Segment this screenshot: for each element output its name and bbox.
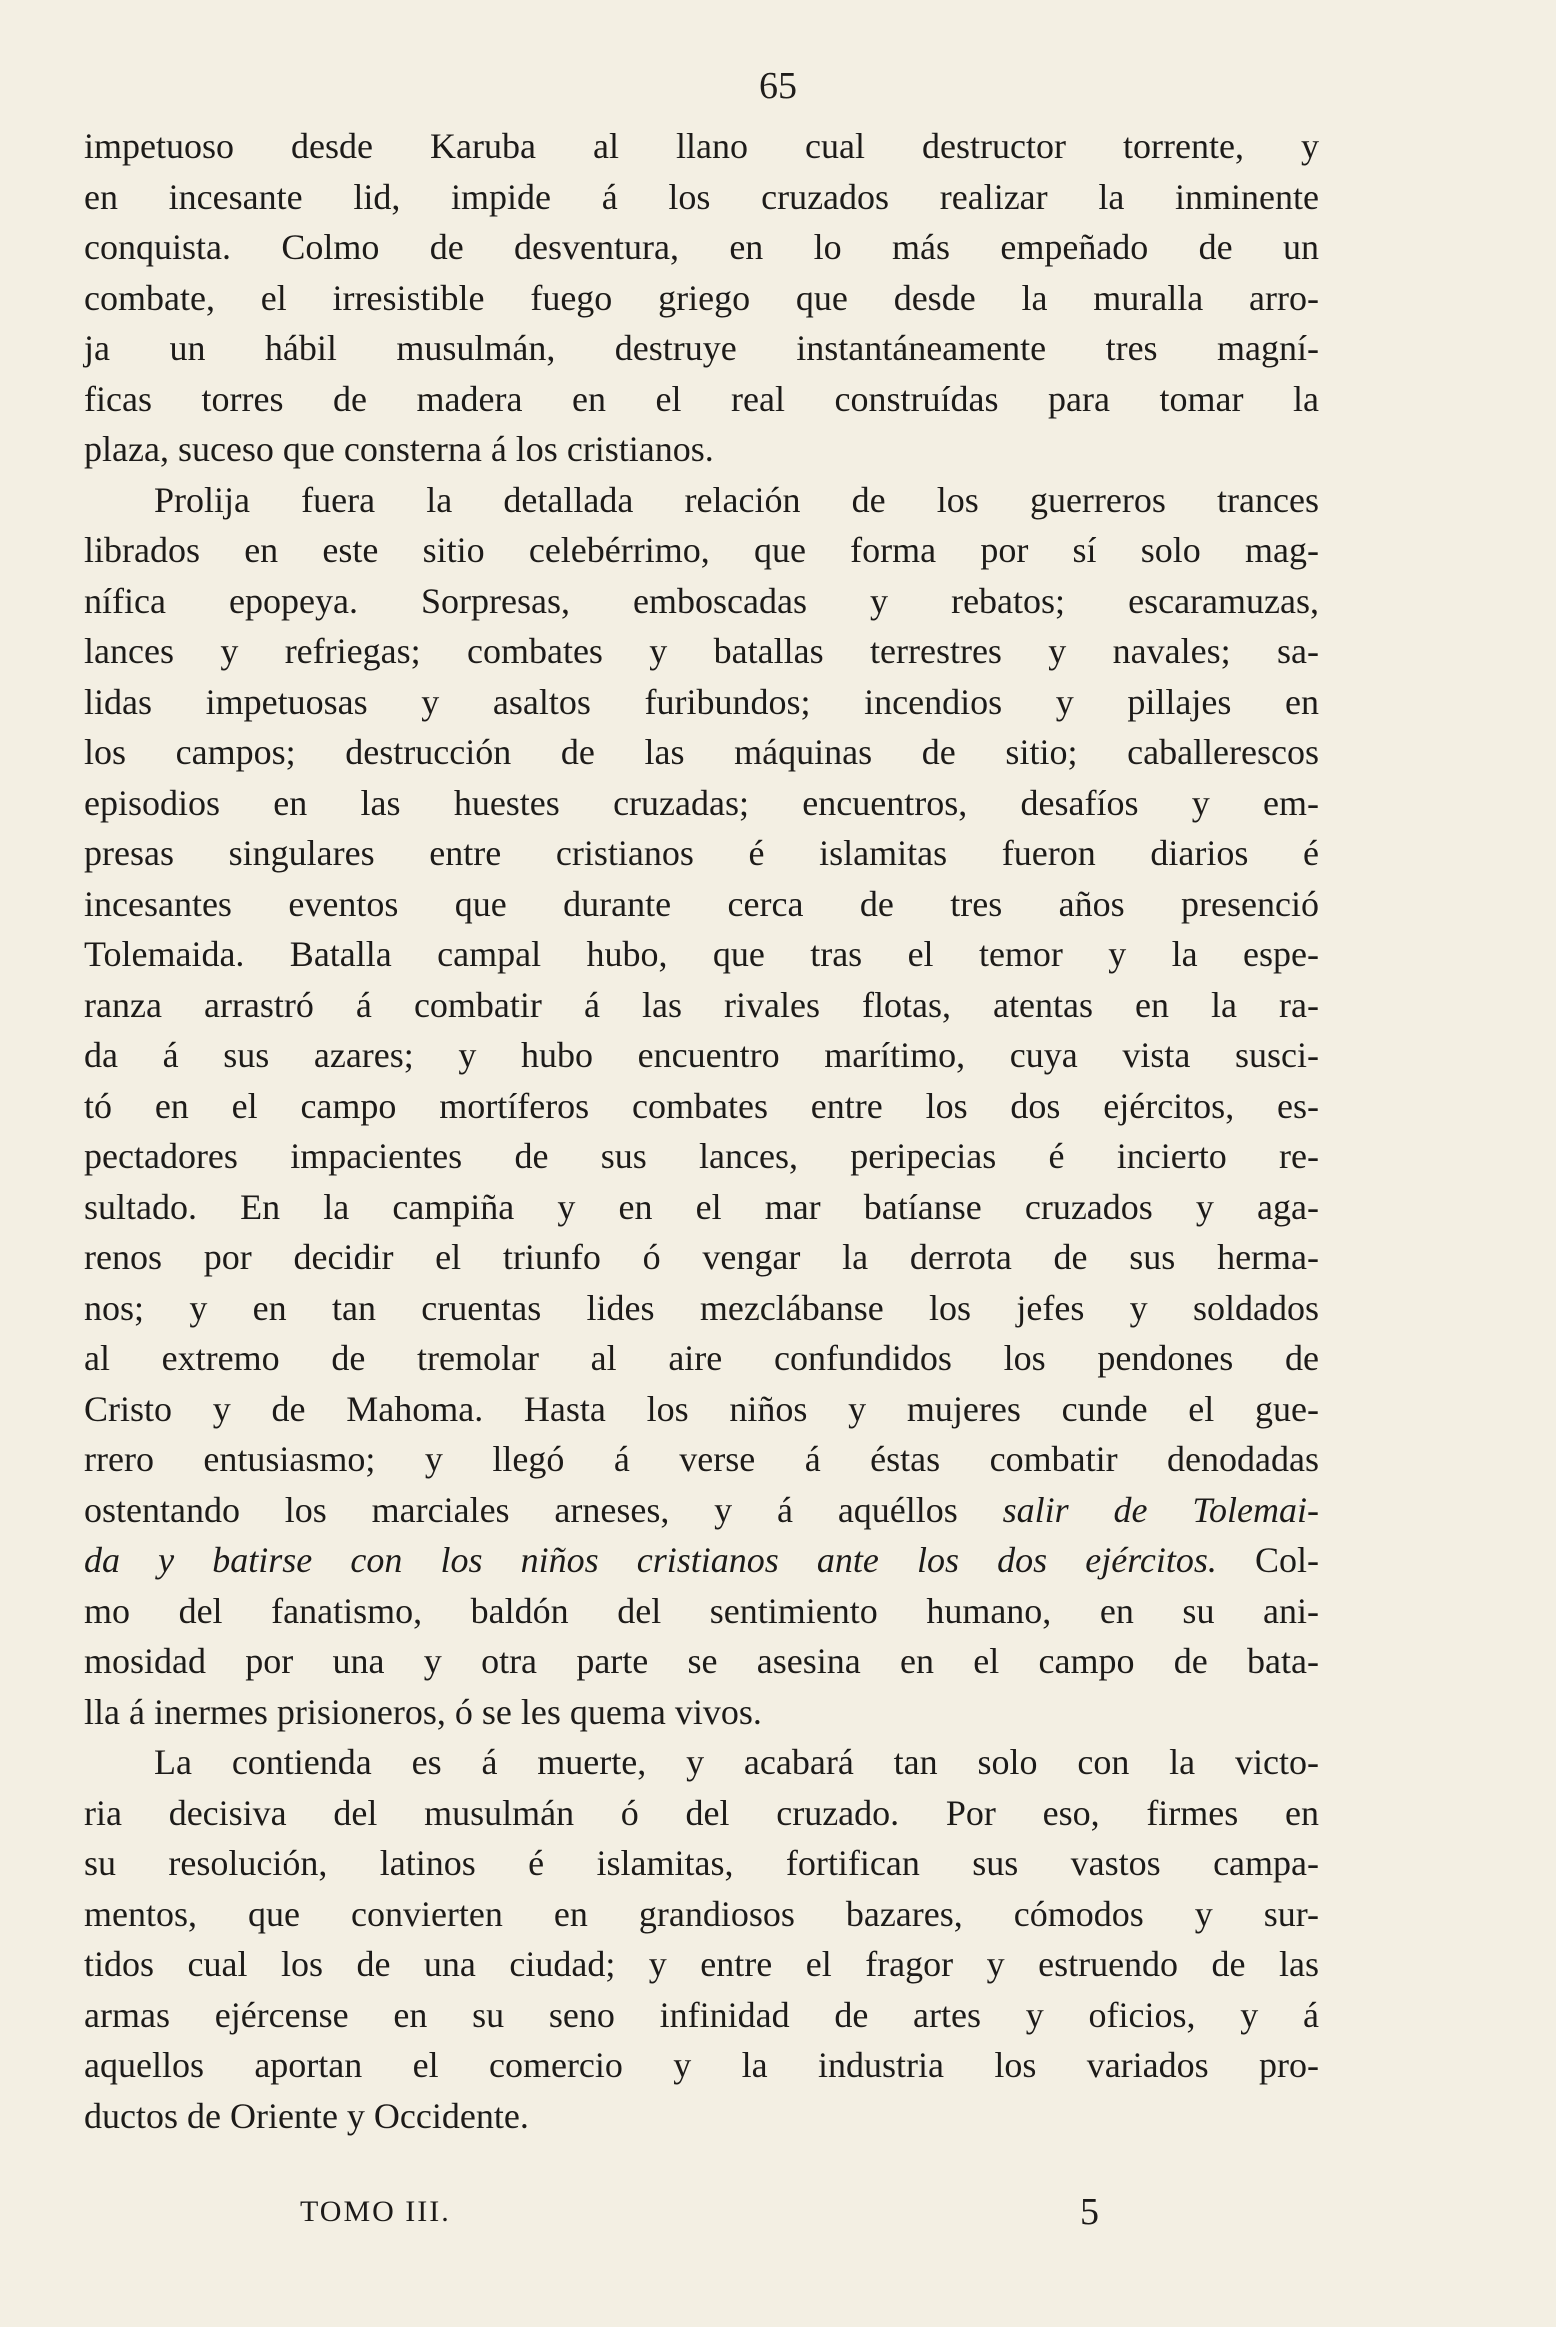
text-segment: Cristo y de Mahoma. Hasta los niños y mujeres cunde el gue- [84, 1388, 1319, 1429]
text-segment: renos por decidir el triunfo ó vengar la derrota de sus herma- [84, 1237, 1319, 1277]
text-line [84, 1434, 1319, 1485]
text-line [84, 1535, 1319, 1586]
text-line [84, 2040, 1319, 2091]
text-line [84, 475, 1319, 526]
page-number: 65 [759, 65, 797, 107]
text-segment: Tolemaida. Batalla campal hubo, que tras el temor y la espe- [84, 934, 1319, 974]
text-line [84, 677, 1319, 728]
text-line [84, 879, 1319, 930]
text-line [84, 1636, 1319, 1687]
text-segment: ductos de Oriente y Occidente. [84, 2095, 529, 2136]
signature-mark: 5 [1080, 2191, 1099, 2233]
text-line [84, 828, 1319, 879]
text-line [84, 1081, 1319, 1132]
text-segment: ranza arrastró á combatir á las rivales flotas, atentas en la ra- [84, 984, 1319, 1025]
text-line [84, 323, 1319, 374]
text-segment: aquellos aportan el comercio y la industria los variados pro- [84, 2045, 1319, 2085]
text-segment: su resolución, latinos é islamitas, fortifican sus vastos campa- [84, 1843, 1319, 1883]
text-segment: al extremo de tremolar al aire confundidos los pendones de [84, 1338, 1319, 1378]
text-line [84, 980, 1319, 1031]
text-segment: en incesante lid, impide á los cruzados realizar la inminente [84, 176, 1319, 217]
text-line [84, 929, 1319, 980]
italic-text: da y batirse con los niños cristianos ante los dos ejércitos. [84, 1540, 1217, 1580]
text-segment: ja un hábil musulmán, destruye instantáneamente tres magní- [84, 328, 1319, 368]
text-line [84, 727, 1319, 778]
text-segment: pectadores impacientes de sus lances, peripecias é incierto re- [84, 1136, 1319, 1176]
text-line [84, 172, 1319, 223]
text-segment: lances y refriegas; combates y batallas terrestres y navales; sa- [84, 631, 1319, 671]
text-segment: rrero entusiasmo; y llegó á verse á éstas combatir denodadas [84, 1439, 1319, 1479]
text-line [84, 2091, 1319, 2142]
text-line [84, 1182, 1319, 1233]
italic-text: salir de Tolemai- [1002, 1489, 1319, 1530]
text-line [84, 576, 1319, 627]
text-segment: los campos; destrucción de las máquinas de sitio; caballerescos [84, 732, 1319, 772]
text-line [84, 1384, 1319, 1435]
text-line [84, 1939, 1319, 1990]
volume-label: TOMO III. [300, 2195, 451, 2228]
text-line [84, 1485, 1319, 1536]
text-segment: ficas torres de madera en el real construídas para tomar la [84, 378, 1319, 419]
text-line [84, 1838, 1319, 1889]
text-segment: nos; y en tan cruentas lides mezclábanse los jefes y soldados [84, 1287, 1319, 1328]
text-segment: mo del fanatismo, baldón del sentimiento humano, en su ani- [84, 1590, 1319, 1631]
text-segment: Prolija fuera la detallada relación de los guerreros trances [154, 479, 1319, 520]
text-segment: Col- [1216, 1540, 1319, 1580]
text-segment: ria decisiva del musulmán ó del cruzado. Por eso, firmes en [84, 1792, 1319, 1833]
text-segment: sultado. En la campiña y en el mar batíanse cruzados y aga- [84, 1186, 1319, 1227]
text-segment: plaza, suceso que consterna á los cristianos. [84, 429, 714, 469]
body-text [84, 121, 1319, 2141]
text-line [84, 273, 1319, 324]
text-line [84, 1990, 1319, 2041]
text-segment: lla á inermes prisioneros, ó se les quema vivos. [84, 1691, 762, 1732]
text-segment: incesantes eventos que durante cerca de tres años presenció [84, 883, 1319, 924]
text-line [84, 626, 1319, 677]
text-line [84, 1283, 1319, 1334]
page-footer [300, 2187, 1120, 2237]
text-segment: combate, el irresistible fuego griego que desde la muralla arro- [84, 277, 1319, 318]
text-segment: lidas impetuosas y asaltos furibundos; incendios y pillajes en [84, 681, 1319, 722]
text-segment: presas singulares entre cristianos é islamitas fueron diarios é [84, 833, 1319, 873]
text-line [84, 1687, 1319, 1738]
text-segment: La contienda es á muerte, y acabará tan solo con la victo- [154, 1742, 1319, 1782]
text-segment: impetuoso desde Karuba al llano cual destructor torrente, y [84, 126, 1319, 166]
text-segment: tidos cual los de una ciudad; y entre el fragor y estruendo de las [84, 1944, 1319, 1984]
text-segment: episodios en las huestes cruzadas; encuentros, desafíos y em- [84, 782, 1319, 823]
text-line [84, 374, 1319, 425]
text-line [84, 1232, 1319, 1283]
text-line [84, 1737, 1319, 1788]
text-segment: da á sus azares; y hubo encuentro marítimo, cuya vista susci- [84, 1035, 1319, 1075]
text-line [84, 1030, 1319, 1081]
text-segment: mosidad por una y otra parte se asesina en el campo de bata- [84, 1641, 1319, 1681]
text-segment: librados en este sitio celebérrimo, que forma por sí solo mag- [84, 530, 1319, 570]
text-line [84, 121, 1319, 172]
text-line [84, 525, 1319, 576]
text-line [84, 1131, 1319, 1182]
text-line [84, 1788, 1319, 1839]
text-line [84, 778, 1319, 829]
text-segment: armas ejércense en su seno infinidad de artes y oficios, y á [84, 1994, 1319, 2035]
text-segment: tó en el campo mortíferos combates entre los dos ejércitos, es- [84, 1085, 1319, 1126]
text-segment: conquista. Colmo de desventura, en lo más empeñado de un [84, 227, 1319, 267]
text-line [84, 1333, 1319, 1384]
text-segment: mentos, que convierten en grandiosos bazares, cómodos y sur- [84, 1893, 1319, 1934]
text-segment: nífica epopeya. Sorpresas, emboscadas y rebatos; escaramuzas, [84, 580, 1319, 621]
text-segment: ostentando los marciales arneses, y á aquéllos [84, 1489, 1003, 1530]
text-line [84, 222, 1319, 273]
text-line [84, 424, 1319, 475]
text-line [84, 1586, 1319, 1637]
text-line [84, 1889, 1319, 1940]
